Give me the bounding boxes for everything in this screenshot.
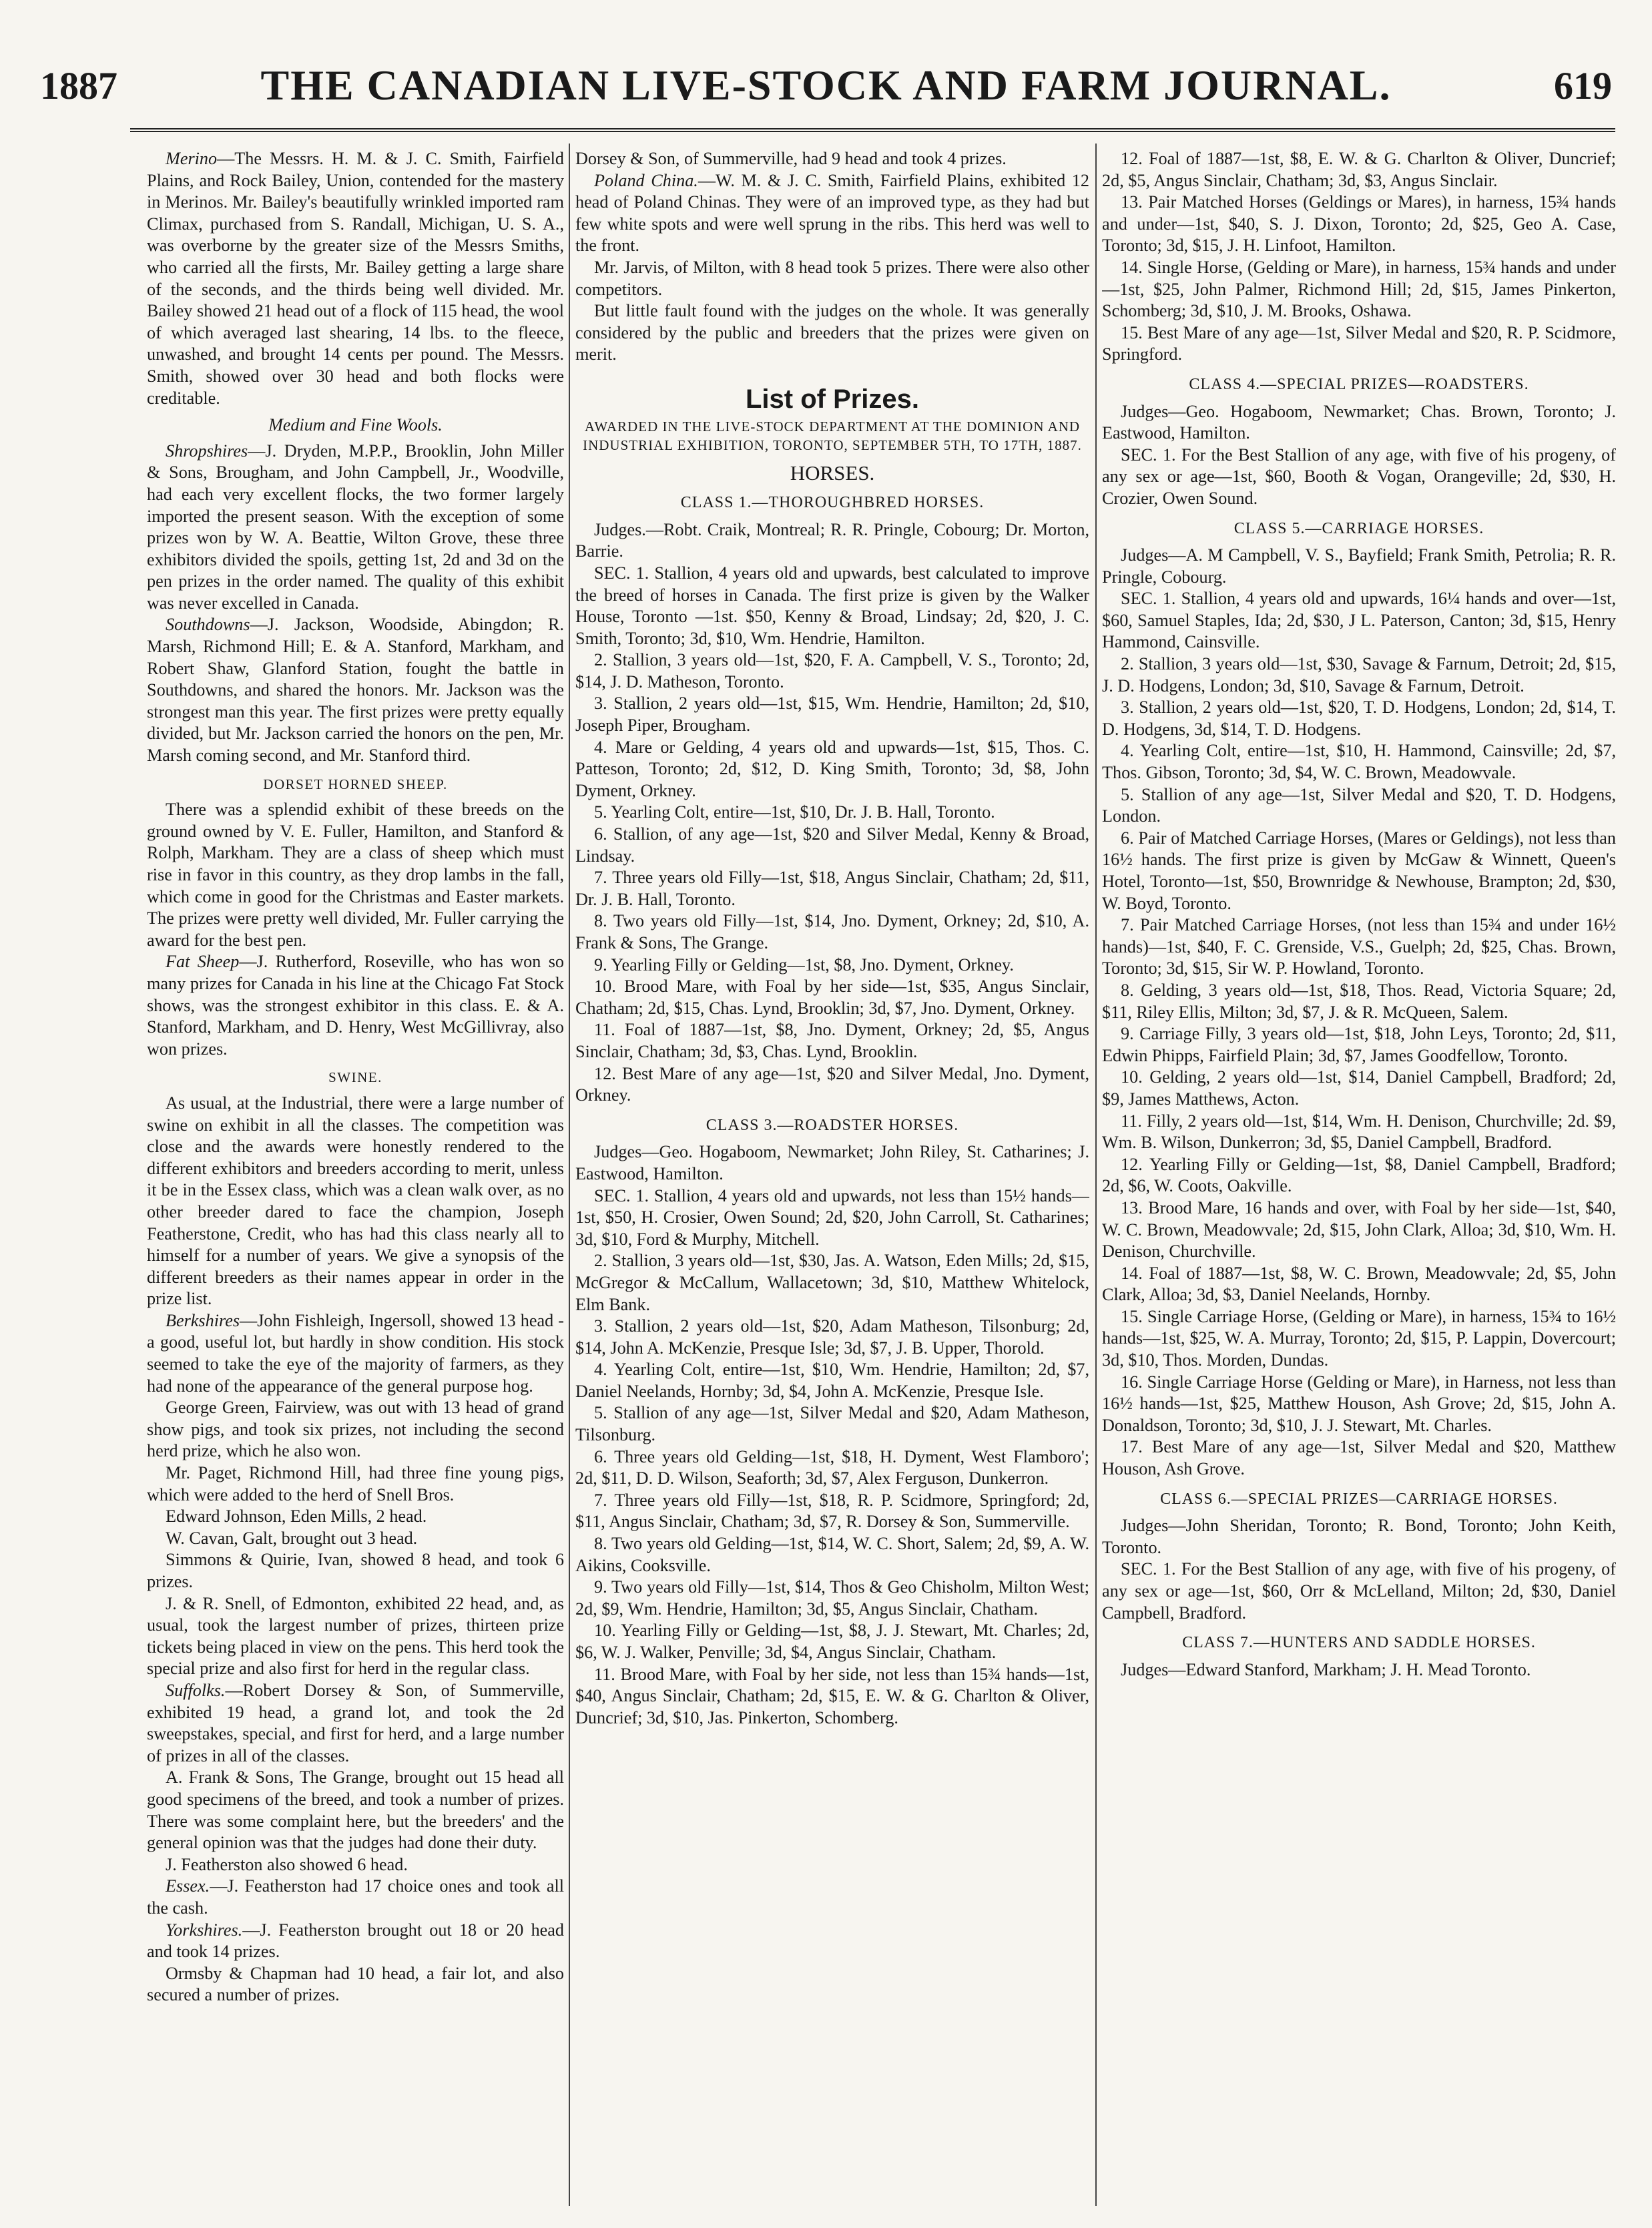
prize-entry: 6. Stallion, of any age—1st, $20 and Silver Medal, Kenny & Broad, Lindsay. xyxy=(575,824,1089,866)
prize-entry: SEC. 1. Stallion, 4 years old and upwards, best calculated to improve the breed of horses in Canada. The first prize is given by the Walker House, Toronto —1st. $50, Kenny & Broad, Lindsay; 2d, $20, J. C. Smith, Toronto; 3d, $10, Wm. Hendrie, Hamilton. xyxy=(575,563,1089,648)
prize-entry: SEC. 1. Stallion, 4 years old and upwards, not less than 15½ hands—1st, $50, H. Crosier, Owen Sound; 2d, $20, John Carroll, St. Catharines; 3d, $10, Ford & Murphy, Mitchell. xyxy=(575,1185,1089,1249)
class-heading: CLASS 5.—CARRIAGE HORSES. xyxy=(1233,519,1484,537)
class-heading: CLASS 1.—THOROUGHBRED HORSES. xyxy=(680,494,985,512)
paragraph: As usual, at the Industrial, there were a large number of swine on exhibit in all the classes. The competition was close and the awards were honestly rendered to the different exhibitors and breeders according to merit, unless it be in the Essex class, which was a clean walk over, as no other breeder dared to face the champion, Joseph Featherstone, Credit, who has had this class nearly all to himself for a number of years. We give a synopsis of the different breeders as their names appear in order in the prize list. xyxy=(147,1093,564,1309)
column-3 xyxy=(1102,148,1616,2204)
prize-entry: 2. Stallion, 3 years old—1st, $30, Jas. A. Watson, Eden Mills; 2d, $15, McGregor & McCallum, Wallacetown; 3d, $10, Matthew Whitelock, Elm Bank. xyxy=(575,1251,1089,1314)
paragraph: George Green, Fairview, was out with 13 head of grand show pigs, and took six prizes, not including the second herd prize, which he also won. xyxy=(147,1398,564,1461)
header-year: 1887 xyxy=(40,64,117,107)
column-1 xyxy=(147,148,564,2204)
prize-entry: 6. Pair of Matched Carriage Horses, (Mares or Geldings), not less than 16½ hands. The first prize is given by McGaw & Winnett, Queen's Hotel, Toronto—1st, $50, Brownridge & Newhouse, Brampton; 2d, $30, W. Boyd, Toronto. xyxy=(1102,828,1616,913)
prize-entry: 12. Best Mare of any age—1st, $20 and Silver Medal, Jno. Dyment, Orkney. xyxy=(575,1063,1089,1105)
prize-entry: 5. Stallion of any age—1st, Silver Medal and $20, Adam Matheson, Tilsonburg. xyxy=(575,1403,1089,1445)
paragraph: J. Featherston also showed 6 head. xyxy=(166,1854,408,1874)
class-heading: CLASS 3.—ROADSTER HORSES. xyxy=(706,1116,959,1134)
list-of-prizes-title: List of Prizes. xyxy=(745,384,920,414)
prize-entry: 3. Stallion, 2 years old—1st, $15, Wm. Hendrie, Hamilton; 2d, $10, Joseph Piper, Brougham. xyxy=(575,693,1089,736)
prize-entry: 7. Three years old Filly—1st, $18, R. P. Scidmore, Springford; 2d, $11, Angus Sinclair, Chatham; 3d, $7, R. Dorsey & Son, Summerville. xyxy=(575,1490,1089,1532)
prize-entry: 8. Two years old Gelding—1st, $14, W. C. Short, Salem; 2d, $9, A. W. Aikins, Cooksville. xyxy=(575,1534,1089,1575)
prize-entry: 5. Yearling Colt, entire—1st, $10, Dr. J. B. Hall, Toronto. xyxy=(594,802,995,822)
prize-entry: 9. Carriage Filly, 3 years old—1st, $18, John Leys, Toronto; 2d, $11, Edwin Phipps, Fairfield Plain; 3d, $7, James Goodfellow, Toronto. xyxy=(1102,1024,1616,1065)
prize-entry: 17. Best Mare of any age—1st, Silver Medal and $20, Matthew Houson, Ash Grove. xyxy=(1102,1437,1616,1479)
class-heading: CLASS 7.—HUNTERS AND SADDLE HORSES. xyxy=(1182,1634,1536,1652)
prize-entry: 13. Brood Mare, 16 hands and over, with Foal by her side—1st, $40, W. C. Brown, Meadowvale; 2d, $15, John Clark, Alloa; 3d, $10, Wm. H. Denison, Churchville. xyxy=(1102,1197,1616,1262)
column-divider xyxy=(1095,144,1097,2206)
paragraph: A. Frank & Sons, The Grange, brought out 15 head all good specimens of the breed, and took a number of prizes. There was some complaint here, but the breeders' and the general opinion was that the judges had done their duty. xyxy=(147,1767,564,1853)
prize-entry: 9. Yearling Filly or Gelding—1st, $8, Jno. Dyment, Orkney. xyxy=(594,954,1014,974)
section-heading: HORSES. xyxy=(790,461,875,485)
prize-entry: 11. Foal of 1887—1st, $8, Jno. Dyment, Orkney; 2d, $5, Angus Sinclair, Chatham; 3d, $3, Chas. Lynd, Brooklin. xyxy=(575,1020,1089,1061)
prize-entry: 7. Pair Matched Carriage Horses, (not less than 15¾ and under 16½ hands)—1st, $40, F. C. Grenside, V.S., Guelph; 2d, $25, Chas. Brown, Toronto; 3d, $15, Sir W. P. Howland, Toronto. xyxy=(1102,915,1616,979)
paragraph: Edward Johnson, Eden Mills, 2 head. xyxy=(166,1506,427,1526)
paragraph: J. & R. Snell, of Edmonton, exhibited 22 head, and, as usual, took the largest number of prizes, thirteen prize tickets being placed in view on the pens. This herd took the special prize and also first for herd in the regular class. xyxy=(147,1593,564,1679)
prize-entry: 16. Single Carriage Horse (Gelding or Mare), in Harness, not less than 16½ hands—1st, $25, Matthew Houson, Ash Grove; 2d, $15, John A. Donaldson, Toronto; 3d, $10, J. J. Stewart, Mt. Charles. xyxy=(1102,1372,1616,1435)
class-heading: CLASS 6.—SPECIAL PRIZES—CARRIAGE HORSES. xyxy=(1160,1490,1558,1508)
paragraph: But little fault found with the judges on the whole. It was generally considered by the public and breeders that the prizes were given on merit. xyxy=(575,301,1089,364)
paragraph: Mr. Paget, Richmond Hill, had three fine young pigs, which were added to the herd of Snell Bros. xyxy=(147,1463,564,1504)
subheading: DORSET HORNED SHEEP. xyxy=(263,776,448,792)
paragraph: W. Cavan, Galt, brought out 3 head. xyxy=(166,1528,418,1548)
page-header xyxy=(40,63,1612,130)
prize-entry: 5. Stallion of any age—1st, Silver Medal and $20, T. D. Hodgens, London. xyxy=(1102,784,1616,826)
paragraph: Southdowns—J. Jackson, Woodside, Abingdon; R. Marsh, Richmond Hill; E. & A. Stanford, Markham, and Robert Shaw, Glanford Station, fought the battle in Southdowns, and shared the honors. Mr. Jackson was the strongest man this year. The first prizes were pretty equally divided, but Mr. Jackson carried the honors on the pen, Mr. Marsh coming second, and Mr. Stanford third. xyxy=(147,615,564,766)
paragraph: Mr. Jarvis, of Milton, with 8 head took 5 prizes. There were also other competitors. xyxy=(575,257,1089,299)
paragraph: Simmons & Quirie, Ivan, showed 8 head, and took 6 prizes. xyxy=(147,1550,564,1591)
judges-line: Judges—Geo. Hogaboom, Newmarket; Chas. Brown, Toronto; J. Eastwood, Hamilton. xyxy=(1102,401,1616,443)
prize-entry: 11. Filly, 2 years old—1st, $14, Wm. H. Denison, Churchville; 2d. $9, Wm. B. Wilson, Dunkerron; 3d, $5, Daniel Campbell, Bradford. xyxy=(1102,1111,1616,1153)
prize-entry: 10. Yearling Filly or Gelding—1st, $8, J. J. Stewart, Mt. Charles; 2d, $6, W. J. Walker, Penville; 3d, $4, Angus Sinclair, Chatham. xyxy=(575,1621,1089,1662)
prize-entry: 15. Single Carriage Horse, (Gelding or Mare), in harness, 15¾ to 16½ hands—1st, $25, W. A. Murray, Toronto; 2d, $15, P. Lappin, Dovercourt; 3d, $10, Thos. Morden, Dundas. xyxy=(1102,1306,1616,1370)
prize-entry: 6. Three years old Gelding—1st, $18, H. Dyment, West Flamboro'; 2d, $11, D. D. Wilson, Seaforth; 3d, $7, Alex Ferguson, Dunkerron. xyxy=(575,1446,1089,1488)
prize-entry: 15. Best Mare of any age—1st, Silver Medal and $20, R. P. Scidmore, Springford. xyxy=(1102,322,1616,364)
paragraph: Ormsby & Chapman had 10 head, a fair lot, and also secured a number of prizes. xyxy=(147,1963,564,2005)
prize-entry: SEC. 1. For the Best Stallion of any age, with five of his progeny, of any sex or age—1st, $60, Orr & McLelland, Milton; 2d, $30, Daniel Campbell, Bradford. xyxy=(1102,1559,1616,1623)
journal-title: THE CANADIAN LIVE-STOCK AND FARM JOURNAL. xyxy=(260,61,1392,109)
list-subtitle: AWARDED IN THE LIVE-STOCK DEPARTMENT AT THE DOMINION AND INDUSTRIAL EXHIBITION, TORONTO, SEPTEMBER 5TH, TO 17TH, 1887. xyxy=(583,418,1082,453)
prize-entry: 3. Stallion, 2 years old—1st, $20, Adam Matheson, Tilsonburg; 2d, $14, John A. McKenzie, Presque Isle; 3d, $7, J. B. Upper, Thorold. xyxy=(575,1316,1089,1358)
subheading: SWINE. xyxy=(328,1069,382,1086)
paragraph: Shropshires—J. Dryden, M.P.P., Brooklin, John Miller & Sons, Brougham, and John Campbell, Jr., Woodville, had each very excellent flocks, the two former largely imported the present season. With the exception of some prizes won by W. A. Beattie, Wilton Grove, these three exhibitors divided the spoils, getting 1st, 2d and 3d on the pen prizes in the order named. The quality of this exhibit was never excelled in Canada. xyxy=(147,441,564,613)
paragraph: Yorkshires.—J. Featherston brought out 18 or 20 head and took 14 prizes. xyxy=(147,1920,564,1962)
paragraph: There was a splendid exhibit of these breeds on the ground owned by V. E. Fuller, Hamilton, and Stanford & Rolph, Markham. They are a class of sheep which must rise in favor in this country, as they drop lambs in the fall, which come in good for the Christmas and Easter markets. The prizes were pretty well divided, Mr. Fuller carrying the award for the best pen. xyxy=(147,800,564,950)
column-divider xyxy=(569,144,570,2206)
prize-entry: SEC. 1. Stallion, 4 years old and upwards, 16¼ hands and over—1st, $60, Samuel Staples, Ida; 2d, $30, J L. Paterson, Canton; 3d, $15, Henry Hammond, Cainsville. xyxy=(1102,589,1616,652)
prize-entry: 12. Foal of 1887—1st, $8, E. W. & G. Charlton & Oliver, Duncrief; 2d, $5, Angus Sinclair, Chatham; 3d, $3, Angus Sinclair. xyxy=(1102,149,1616,190)
paragraph: Berkshires—John Fishleigh, Ingersoll, showed 13 head - a good, useful lot, but hardly in show condition. His stock seemed to take the eye of the majority of farmers, as they had none of the appearance of the general purpose hog. xyxy=(147,1310,564,1396)
prize-entry: 7. Three years old Filly—1st, $18, Angus Sinclair, Chatham; 2d, $11, Dr. J. B. Hall, Toronto. xyxy=(575,868,1089,909)
header-rule xyxy=(130,128,1615,132)
paragraph: Suffolks.—Robert Dorsey & Son, of Summerville, exhibited 19 head, a grand lot, and took the 2d sweepstakes, special, and first for herd, and a large number of prizes in all of the classes. xyxy=(147,1680,564,1765)
subheading: Medium and Fine Wools. xyxy=(268,415,443,435)
prize-entry: 12. Yearling Filly or Gelding—1st, $8, Daniel Campbell, Bradford; 2d, $6, W. Coots, Oakville. xyxy=(1102,1154,1616,1196)
class-heading: CLASS 4.—SPECIAL PRIZES—ROADSTERS. xyxy=(1189,375,1529,393)
paragraph: Merino—The Messrs. H. M. & J. C. Smith, Fairfield Plains, and Rock Bailey, Union, contended for the mastery in Merinos. Mr. Bailey's beautifully wrinkled imported ram Climax, purchased from S. Randall, Michigan, U. S. A., was overborne by the greater size of the Messrs Smiths, who carried all the firsts, Mr. Bailey getting a large share of the seconds, and the thirds being well divided. Mr. Bailey showed 21 head out of a flock of 115 head, the wool of which averaged last shearing, 14 lbs. to the fleece, unwashed, and brought 14 cents per pound. The Messrs. Smith, showed over 30 head and both flocks were creditable. xyxy=(147,149,564,408)
judges-line: Judges—A. M Campbell, V. S., Bayfield; Frank Smith, Petrolia; R. R. Pringle, Cobourg. xyxy=(1102,545,1616,587)
judges-line: Judges—Geo. Hogaboom, Newmarket; John Riley, St. Catharines; J. Eastwood, Hamilton. xyxy=(575,1142,1089,1183)
prize-entry: 11. Brood Mare, with Foal by her side, not less than 15¾ hands—1st, $40, Angus Sinclair, Chatham; 2d, $15, E. W. & G. Charlton & Oliver, Duncrief; 3d, $10, Jas. Pinkerton, Schomberg. xyxy=(575,1664,1089,1727)
prize-entry: 10. Brood Mare, with Foal by her side—1st, $35, Angus Sinclair, Chatham; 2d, $15, Chas. Lynd, Brooklin; 3d, $7, Jno. Dyment, Orkney. xyxy=(575,977,1089,1018)
prize-entry: 13. Pair Matched Horses (Geldings or Mares), in harness, 15¾ hands and under—1st, $40, S. J. Dixon, Toronto; 2d, $25, Geo A. Case, Toronto; 3d, $15, J. H. Linfoot, Hamilton. xyxy=(1102,192,1616,256)
prize-entry: 8. Two years old Filly—1st, $14, Jno. Dyment, Orkney; 2d, $10, A. Frank & Sons, The Grange. xyxy=(575,911,1089,952)
paragraph: Dorsey & Son, of Summerville, had 9 head and took 4 prizes. xyxy=(575,149,1007,168)
paragraph: Poland China.—W. M. & J. C. Smith, Fairfield Plains, exhibited 12 head of Poland Chinas. They were of an improved type, as they had but few white spots and were well sprung in the ribs. This herd was well to the front. xyxy=(575,170,1089,256)
prize-entry: 9. Two years old Filly—1st, $14, Thos & Geo Chisholm, Milton West; 2d, $9, Wm. Hendrie, Hamilton; 3d, $5, Angus Sinclair, Chatham. xyxy=(575,1577,1089,1619)
paragraph: Fat Sheep—J. Rutherford, Roseville, who has won so many prizes for Canada in his line at the Chicago Fat Stock shows, was the strongest exhibitor in this class. E. & A. Stanford, Markham, and D. Henry, West McGillivray, also won prizes. xyxy=(147,952,564,1059)
prize-entry: 4. Yearling Colt, entire—1st, $10, Wm. Hendrie, Hamilton; 2d, $7, Daniel Neelands, Hornby; 3d, $4, John A. McKenzie, Presque Isle. xyxy=(575,1360,1089,1401)
judges-line: Judges—John Sheridan, Toronto; R. Bond, Toronto; John Keith, Toronto. xyxy=(1102,1516,1616,1557)
prize-entry: SEC. 1. For the Best Stallion of any age, with five of his progeny, of any sex or age—1st, $60, Booth & Vogan, Orangeville; 2d, $30, H. Crozier, Owen Sound. xyxy=(1102,445,1616,508)
prize-entry: 4. Yearling Colt, entire—1st, $10, H. Hammond, Cainsville; 2d, $7, Thos. Gibson, Toronto; 3d, $4, W. C. Brown, Meadowvale. xyxy=(1102,741,1616,783)
page-number: 619 xyxy=(1554,64,1612,107)
paragraph: Essex.—J. Featherston had 17 choice ones and took all the cash. xyxy=(147,1876,564,1918)
judges-line: Judges—Edward Stanford, Markham; J. H. Mead Toronto. xyxy=(1121,1659,1531,1679)
judges-line: Judges.—Robt. Craik, Montreal; R. R. Pringle, Cobourg; Dr. Morton, Barrie. xyxy=(575,519,1089,561)
prize-entry: 8. Gelding, 3 years old—1st, $18, Thos. Read, Victoria Square; 2d, $11, Riley Ellis, Milton; 3d, $7, J. & R. McQueen, Salem. xyxy=(1102,980,1616,1022)
prize-entry: 4. Mare or Gelding, 4 years old and upwards—1st, $15, Thos. C. Patteson, Toronto; 2d, $12, D. King Smith, Toronto; 3d, $8, John Dyment, Orkney. xyxy=(575,737,1089,800)
prize-entry: 14. Foal of 1887—1st, $8, W. C. Brown, Meadowvale; 2d, $5, John Clark, Alloa; 3d, $3, Daniel Neelands, Hornby. xyxy=(1102,1263,1616,1305)
prize-entry: 2. Stallion, 3 years old—1st, $30, Savage & Farnum, Detroit; 2d, $15, J. D. Hodgens, London; 3d, $10, Savage & Farnum, Detroit. xyxy=(1102,654,1616,695)
prize-entry: 14. Single Horse, (Gelding or Mare), in harness, 15¾ hands and under—1st, $25, John Palmer, Richmond Hill; 2d, $15, James Pinkerton, Schomberg; 3d, $10, J. M. Brooks, Oshawa. xyxy=(1102,257,1616,321)
prize-entry: 2. Stallion, 3 years old—1st, $20, F. A. Campbell, V. S., Toronto; 2d, $14, J. D. Matheson, Toronto. xyxy=(575,650,1089,691)
prize-entry: 3. Stallion, 2 years old—1st, $20, T. D. Hodgens, London; 2d, $14, T. D. Hodgens, 3d, $14, T. D. Hodgens. xyxy=(1102,698,1616,739)
prize-entry: 10. Gelding, 2 years old—1st, $14, Daniel Campbell, Bradford; 2d, $9, James Matthews, Acton. xyxy=(1102,1067,1616,1109)
column-2 xyxy=(575,148,1089,2204)
